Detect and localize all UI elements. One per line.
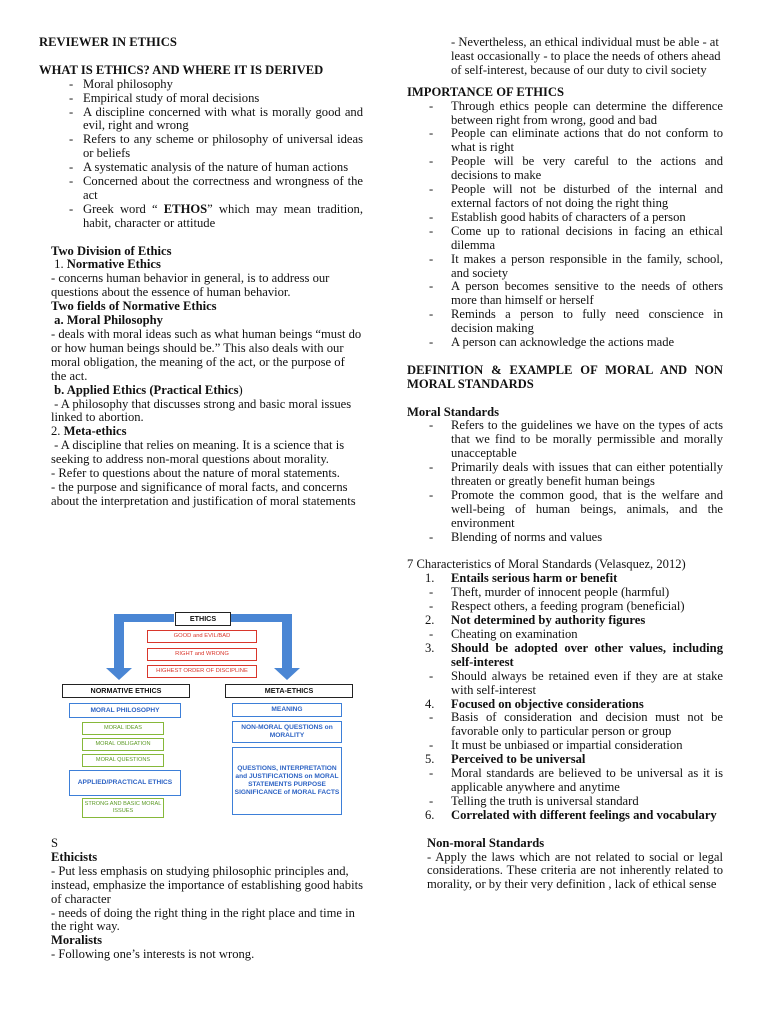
moralists-heading: Moralists: [51, 933, 103, 948]
list-item: - A discipline concerned with what is morally good and evil, right and wrong: [39, 106, 363, 134]
list-item: - A person can acknowledge the actions made: [407, 336, 723, 350]
moral-questions-box: MORAL QUESTIONS: [82, 754, 164, 767]
continuation-text: - Nevertheless, an ethical individual must be able - at least occasionally - to place the needs of others ahead of self-interest, because of our duty to civil society: [451, 35, 721, 77]
list-item: - Promote the common good, that is the welfare and well-being of human beings, animals, and the environment: [407, 489, 723, 531]
moral-obligation-box: MORAL OBLIGATION: [82, 738, 164, 751]
normative-ethics-box: NORMATIVE ETHICS: [62, 684, 190, 698]
list-item: - People will not be disturbed of the internal and external factors of not doing the right thing: [407, 183, 723, 211]
stray-letter: S: [51, 836, 59, 850]
list-item: - Through ethics people can determine the difference between right from wrong, good and bad: [407, 100, 723, 128]
moralists-text: - Following one’s interests is not wrong.: [51, 947, 255, 962]
two-division-heading: Two Division of Ethics: [51, 243, 172, 258]
list-item: - A person becomes sensitive to the needs of others more than himself or herself: [407, 280, 723, 308]
list-item: - People can eliminate actions that do not conform to what is right: [407, 127, 723, 155]
document-title: REVIEWER IN ETHICS: [39, 35, 177, 49]
left-column: [39, 36, 363, 509]
characteristic-2: 2. Not determined by authority figures: [425, 613, 646, 628]
ethicists-text: - Put less emphasis on studying philosophic principles and, instead, emphasize the importance of establishing good habits of character: [51, 863, 363, 906]
moral-standards-heading: Moral Standards: [407, 404, 500, 419]
list-item: - Come up to rational decisions in facing an ethical dilemma: [407, 225, 723, 253]
characteristic-example: - Moral standards are believed to be universal as it is applicable anywhere and anytime: [407, 767, 723, 795]
good-evil-box: GOOD and EVIL/BAD: [147, 630, 257, 643]
characteristic-example: - Should always be retained even if they are at stake with self-interest: [407, 670, 723, 698]
normative-ethics-heading: 1. Normative Ethics: [54, 257, 161, 272]
list-item: - Moral philosophy: [39, 78, 363, 92]
definition-heading: DEFINITION & EXAMPLE OF MORAL AND NON MORAL STANDARDS: [407, 362, 723, 391]
characteristic-example: - Respect others, a feeding program (beneficial): [407, 600, 723, 614]
ethics-box: ETHICS: [175, 612, 231, 626]
meta-ethics-text: - Refer to questions about the nature of moral statements.: [51, 466, 340, 481]
meta-ethics-heading: 2. Meta-ethics: [51, 424, 127, 439]
meta-ethics-text: - the purpose and significance of moral facts, and concerns about the interpretation and justification of moral statements: [51, 479, 356, 508]
right-wrong-box: RIGHT and WRONG: [147, 648, 257, 661]
list-item: - Refers to any scheme or philosophy of universal ideas or beliefs: [39, 133, 363, 161]
characteristic-example: - Basis of consideration and decision must not be favorable only to particular person or group: [407, 711, 723, 739]
ethicists-heading: Ethicists: [51, 849, 98, 864]
left-bottom-section: [39, 837, 363, 962]
questions-interpretation-box: QUESTIONS, INTERPRETATION and JUSTIFICATIONS on MORAL STATEMENTS PURPOSE SIGNIFICANCE of MORAL FACTS: [232, 747, 342, 815]
list-item-greek-word: - Greek word “ ETHOS” which may mean tradition, habit, character or attitude: [39, 203, 363, 231]
list-item: - Blending of norms and values: [407, 531, 723, 545]
non-moral-standards-text: - Apply the laws which are not related to social or legal considerations. These criteria are not inherently related to morality, or by their very definition , lack of ethical sense: [427, 849, 723, 892]
highest-order-box: HIGHEST ORDER OF DISCIPLINE: [147, 665, 257, 678]
characteristic-5: 5. Perceived to be universal: [425, 752, 586, 767]
seven-characteristics-heading: 7 Characteristics of Moral Standards (Velasquez, 2012): [407, 557, 686, 572]
non-moral-questions-box: NON-MORAL QUESTIONS on MORALITY: [232, 721, 342, 743]
two-fields-heading: Two fields of Normative Ethics: [51, 299, 217, 314]
applied-ethics-text: - A philosophy that discusses strong and basic moral issues linked to abortion.: [51, 396, 352, 425]
meaning-box: MEANING: [232, 703, 342, 717]
applied-ethics-box: APPLIED/PRACTICAL ETHICS: [69, 770, 181, 796]
ethicists-text: - needs of doing the right thing in the right place and time in the right way.: [51, 905, 355, 934]
ethics-definition-list: [39, 78, 363, 231]
ethics-diagram: [62, 610, 362, 822]
moral-ideas-box: MORAL IDEAS: [82, 722, 164, 735]
right-column: [407, 36, 723, 892]
characteristic-6: 6. Correlated with different feelings and vocabulary: [425, 807, 717, 822]
list-item: - Primarily deals with issues that can either potentially threaten or greatly benefit human beings: [407, 461, 723, 489]
characteristic-example: - Telling the truth is universal standard: [407, 795, 723, 809]
moral-philosophy-heading: a. Moral Philosophy: [54, 313, 163, 328]
characteristic-4: 4. Focused on objective considerations: [425, 696, 644, 711]
list-item: - Concerned about the correctness and wrongness of the act: [39, 175, 363, 203]
importance-heading: IMPORTANCE OF ETHICS: [407, 84, 564, 99]
characteristic-example: - Cheating on examination: [407, 628, 723, 642]
moral-philosophy-box: MORAL PHILOSOPHY: [69, 703, 181, 718]
list-item: - Establish good habits of characters of a person: [407, 211, 723, 225]
characteristic-example: - It must be unbiased or impartial consideration: [407, 739, 723, 753]
meta-ethics-box: META-ETHICS: [225, 684, 353, 698]
list-item: - Reminds a person to fully need conscience in decision making: [407, 308, 723, 336]
applied-ethics-heading: b. Applied Ethics (Practical Ethics): [54, 382, 243, 397]
characteristic-3: 3. Should be adopted over other values, including self-interest: [425, 640, 723, 669]
non-moral-standards-heading: Non-moral Standards: [427, 835, 545, 850]
importance-list: [407, 100, 723, 350]
list-item: - Empirical study of moral decisions: [39, 92, 363, 106]
characteristic-1: 1. Entails serious harm or benefit: [425, 571, 618, 586]
moral-philosophy-text: - deals with moral ideas such as what human beings “must do or how human beings should be.” This also deals with our moral obligation, the meaning of the act, or the purpose of the act.: [51, 327, 362, 383]
strong-basic-issues-box: STRONG AND BASIC MORAL ISSUES: [82, 798, 164, 818]
list-item: - It makes a person responsible in the family, school, and society: [407, 253, 723, 281]
list-item: - Refers to the guidelines we have on the types of acts that we find to be morally permissible and morally unacceptable: [407, 419, 723, 461]
section-heading-what-is-ethics: WHAT IS ETHICS? AND WHERE IT IS DERIVED: [39, 62, 324, 77]
moral-standards-list: [407, 419, 723, 544]
list-item: - A systematic analysis of the nature of human actions: [39, 161, 363, 175]
characteristic-example: - Theft, murder of innocent people (harmful): [407, 586, 723, 600]
normative-ethics-text: - concerns human behavior in general, is to address our questions about the essence of human behavior.: [51, 271, 330, 300]
list-item: - People will be very careful to the actions and decisions to make: [407, 155, 723, 183]
meta-ethics-text: - A discipline that relies on meaning. It is a science that is seeking to address non-moral questions about morality.: [51, 438, 345, 467]
